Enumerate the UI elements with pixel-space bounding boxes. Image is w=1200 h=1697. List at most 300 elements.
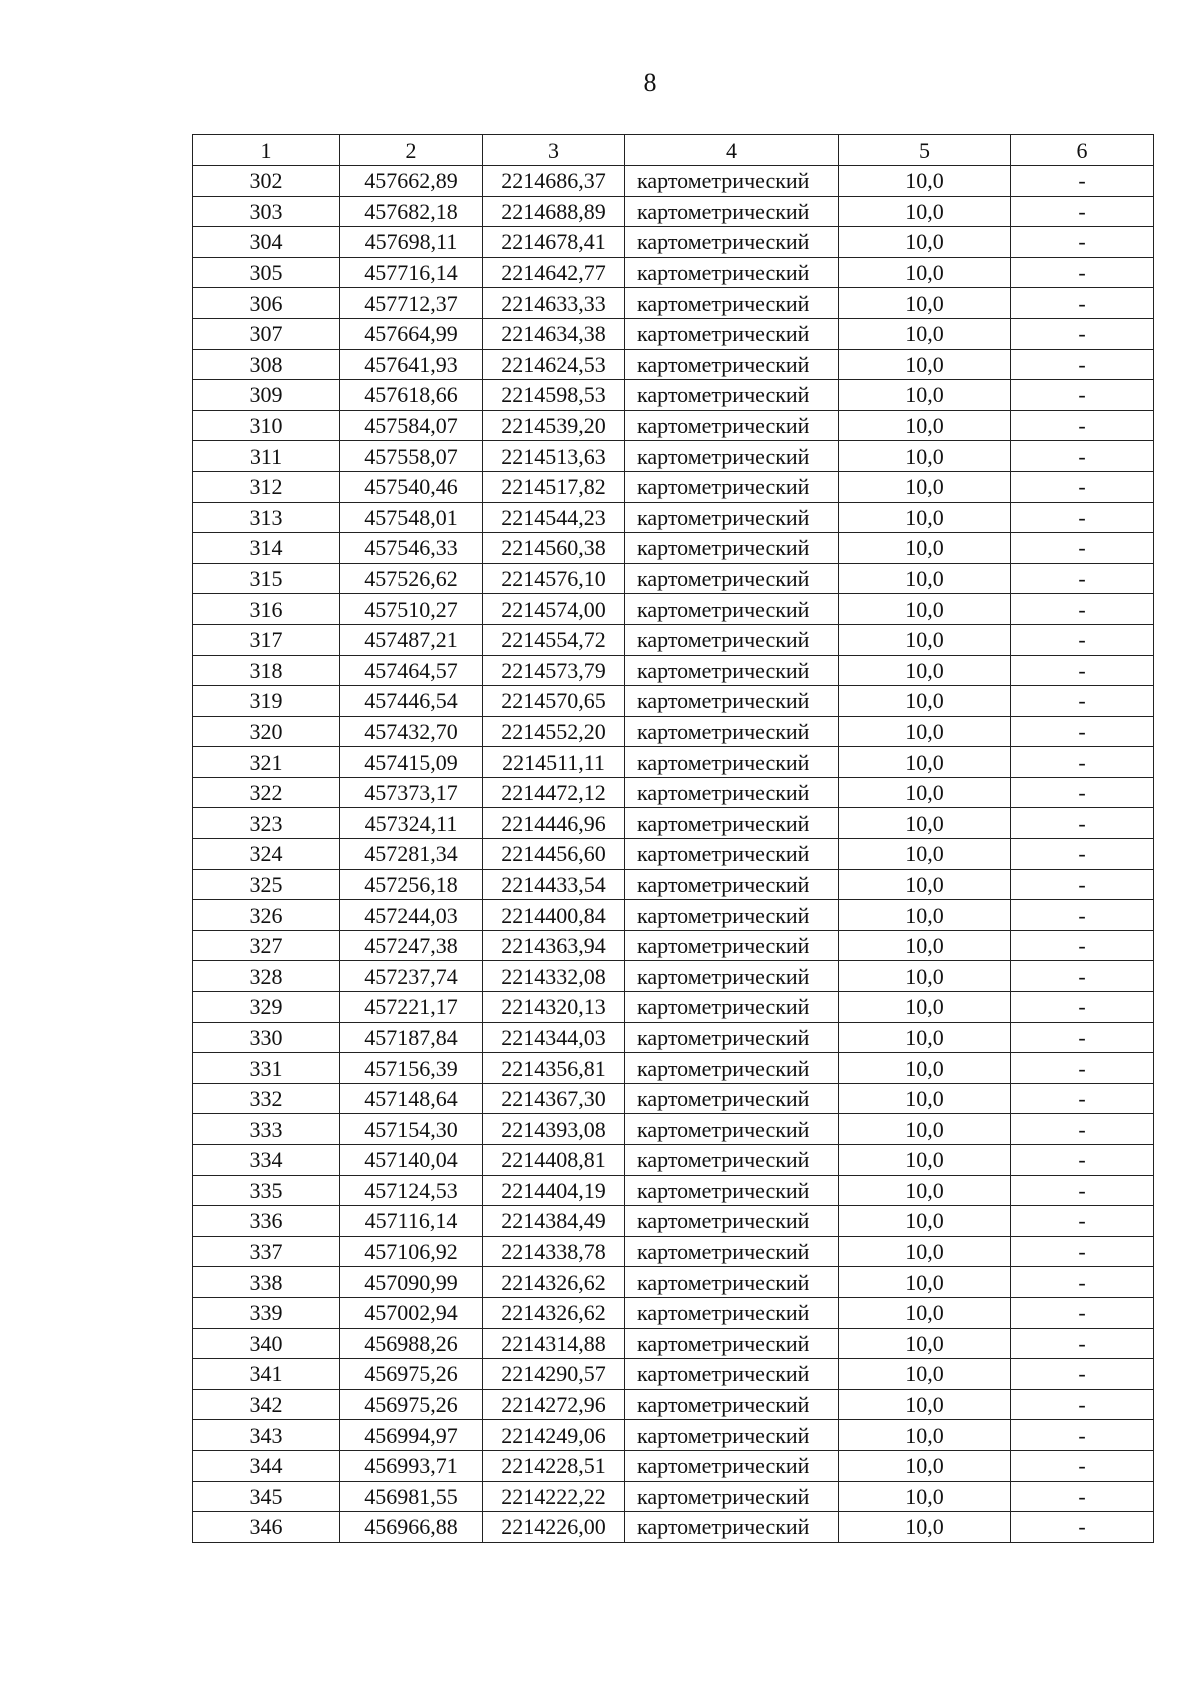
note-cell: - bbox=[1011, 227, 1154, 258]
y-coordinate-cell: 2214552,20 bbox=[483, 716, 625, 747]
y-coordinate-cell: 2214249,06 bbox=[483, 1420, 625, 1451]
y-coordinate-cell: 2214576,10 bbox=[483, 563, 625, 594]
note-cell: - bbox=[1011, 1267, 1154, 1298]
method-cell: картометрический bbox=[625, 1206, 839, 1237]
method-cell: картометрический bbox=[625, 471, 839, 502]
point-number-cell: 318 bbox=[193, 655, 340, 686]
point-number-cell: 305 bbox=[193, 257, 340, 288]
x-coordinate-cell: 456966,88 bbox=[340, 1512, 483, 1543]
note-cell: - bbox=[1011, 533, 1154, 564]
method-cell: картометрический bbox=[625, 1114, 839, 1145]
table-row bbox=[193, 777, 1154, 808]
point-number-cell: 346 bbox=[193, 1512, 340, 1543]
note-cell: - bbox=[1011, 563, 1154, 594]
table-row bbox=[193, 349, 1154, 380]
table-row bbox=[193, 869, 1154, 900]
accuracy-cell: 10,0 bbox=[839, 747, 1011, 778]
x-coordinate-cell: 457546,33 bbox=[340, 533, 483, 564]
method-cell: картометрический bbox=[625, 257, 839, 288]
point-number-cell: 311 bbox=[193, 441, 340, 472]
x-coordinate-cell: 457548,01 bbox=[340, 502, 483, 533]
method-cell: картометрический bbox=[625, 686, 839, 717]
table-row bbox=[193, 318, 1154, 349]
method-cell: картометрический bbox=[625, 1420, 839, 1451]
note-cell: - bbox=[1011, 1175, 1154, 1206]
note-cell: - bbox=[1011, 1145, 1154, 1176]
note-cell: - bbox=[1011, 839, 1154, 870]
note-cell: - bbox=[1011, 655, 1154, 686]
accuracy-cell: 10,0 bbox=[839, 1175, 1011, 1206]
method-cell: картометрический bbox=[625, 1359, 839, 1390]
accuracy-cell: 10,0 bbox=[839, 166, 1011, 197]
note-cell: - bbox=[1011, 349, 1154, 380]
y-coordinate-cell: 2214688,89 bbox=[483, 196, 625, 227]
point-number-cell: 302 bbox=[193, 166, 340, 197]
point-number-cell: 323 bbox=[193, 808, 340, 839]
x-coordinate-cell: 457154,30 bbox=[340, 1114, 483, 1145]
method-cell: картометрический bbox=[625, 1389, 839, 1420]
accuracy-cell: 10,0 bbox=[839, 1053, 1011, 1084]
note-cell: - bbox=[1011, 1328, 1154, 1359]
method-cell: картометрический bbox=[625, 441, 839, 472]
header-cell-5: 5 bbox=[839, 135, 1011, 166]
note-cell: - bbox=[1011, 1114, 1154, 1145]
note-cell: - bbox=[1011, 624, 1154, 655]
note-cell: - bbox=[1011, 777, 1154, 808]
y-coordinate-cell: 2214513,63 bbox=[483, 441, 625, 472]
x-coordinate-cell: 457324,11 bbox=[340, 808, 483, 839]
header-cell-2: 2 bbox=[340, 135, 483, 166]
accuracy-cell: 10,0 bbox=[839, 1450, 1011, 1481]
point-number-cell: 312 bbox=[193, 471, 340, 502]
method-cell: картометрический bbox=[625, 227, 839, 258]
table-row bbox=[193, 380, 1154, 411]
header-cell-3: 3 bbox=[483, 135, 625, 166]
method-cell: картометрический bbox=[625, 166, 839, 197]
method-cell: картометрический bbox=[625, 1145, 839, 1176]
accuracy-cell: 10,0 bbox=[839, 1114, 1011, 1145]
point-number-cell: 306 bbox=[193, 288, 340, 319]
point-number-cell: 337 bbox=[193, 1236, 340, 1267]
note-cell: - bbox=[1011, 747, 1154, 778]
x-coordinate-cell: 457487,21 bbox=[340, 624, 483, 655]
point-number-cell: 335 bbox=[193, 1175, 340, 1206]
note-cell: - bbox=[1011, 1053, 1154, 1084]
method-cell: картометрический bbox=[625, 1297, 839, 1328]
point-number-cell: 342 bbox=[193, 1389, 340, 1420]
method-cell: картометрический bbox=[625, 1022, 839, 1053]
table-row bbox=[193, 502, 1154, 533]
y-coordinate-cell: 2214554,72 bbox=[483, 624, 625, 655]
method-cell: картометрический bbox=[625, 992, 839, 1023]
accuracy-cell: 10,0 bbox=[839, 1236, 1011, 1267]
accuracy-cell: 10,0 bbox=[839, 1420, 1011, 1451]
note-cell: - bbox=[1011, 410, 1154, 441]
y-coordinate-cell: 2214363,94 bbox=[483, 930, 625, 961]
table-row bbox=[193, 594, 1154, 625]
x-coordinate-cell: 457618,66 bbox=[340, 380, 483, 411]
x-coordinate-cell: 457584,07 bbox=[340, 410, 483, 441]
x-coordinate-cell: 456975,26 bbox=[340, 1389, 483, 1420]
x-coordinate-cell: 457540,46 bbox=[340, 471, 483, 502]
method-cell: картометрический bbox=[625, 502, 839, 533]
point-number-cell: 316 bbox=[193, 594, 340, 625]
accuracy-cell: 10,0 bbox=[839, 502, 1011, 533]
x-coordinate-cell: 457446,54 bbox=[340, 686, 483, 717]
header-cell-6: 6 bbox=[1011, 135, 1154, 166]
y-coordinate-cell: 2214511,11 bbox=[483, 747, 625, 778]
accuracy-cell: 10,0 bbox=[839, 441, 1011, 472]
note-cell: - bbox=[1011, 502, 1154, 533]
table-row bbox=[193, 288, 1154, 319]
note-cell: - bbox=[1011, 686, 1154, 717]
table-row bbox=[193, 655, 1154, 686]
point-number-cell: 304 bbox=[193, 227, 340, 258]
table-row bbox=[193, 1053, 1154, 1084]
accuracy-cell: 10,0 bbox=[839, 716, 1011, 747]
x-coordinate-cell: 457281,34 bbox=[340, 839, 483, 870]
accuracy-cell: 10,0 bbox=[839, 1359, 1011, 1390]
accuracy-cell: 10,0 bbox=[839, 227, 1011, 258]
y-coordinate-cell: 2214356,81 bbox=[483, 1053, 625, 1084]
accuracy-cell: 10,0 bbox=[839, 1328, 1011, 1359]
note-cell: - bbox=[1011, 1450, 1154, 1481]
method-cell: картометрический bbox=[625, 961, 839, 992]
table-row bbox=[193, 992, 1154, 1023]
table-row bbox=[193, 441, 1154, 472]
y-coordinate-cell: 2214544,23 bbox=[483, 502, 625, 533]
method-cell: картометрический bbox=[625, 318, 839, 349]
x-coordinate-cell: 457247,38 bbox=[340, 930, 483, 961]
x-coordinate-cell: 457090,99 bbox=[340, 1267, 483, 1298]
table-row bbox=[193, 1328, 1154, 1359]
method-cell: картометрический bbox=[625, 1053, 839, 1084]
note-cell: - bbox=[1011, 1420, 1154, 1451]
method-cell: картометрический bbox=[625, 1267, 839, 1298]
x-coordinate-cell: 457664,99 bbox=[340, 318, 483, 349]
accuracy-cell: 10,0 bbox=[839, 257, 1011, 288]
note-cell: - bbox=[1011, 196, 1154, 227]
method-cell: картометрический bbox=[625, 839, 839, 870]
x-coordinate-cell: 457662,89 bbox=[340, 166, 483, 197]
y-coordinate-cell: 2214574,00 bbox=[483, 594, 625, 625]
note-cell: - bbox=[1011, 166, 1154, 197]
y-coordinate-cell: 2214314,88 bbox=[483, 1328, 625, 1359]
method-cell: картометрический bbox=[625, 1512, 839, 1543]
table-row bbox=[193, 533, 1154, 564]
note-cell: - bbox=[1011, 808, 1154, 839]
accuracy-cell: 10,0 bbox=[839, 961, 1011, 992]
accuracy-cell: 10,0 bbox=[839, 410, 1011, 441]
table-row bbox=[193, 1206, 1154, 1237]
x-coordinate-cell: 457237,74 bbox=[340, 961, 483, 992]
table-row bbox=[193, 1481, 1154, 1512]
y-coordinate-cell: 2214446,96 bbox=[483, 808, 625, 839]
y-coordinate-cell: 2214400,84 bbox=[483, 900, 625, 931]
point-number-cell: 339 bbox=[193, 1297, 340, 1328]
accuracy-cell: 10,0 bbox=[839, 930, 1011, 961]
point-number-cell: 307 bbox=[193, 318, 340, 349]
method-cell: картометрический bbox=[625, 1236, 839, 1267]
note-cell: - bbox=[1011, 318, 1154, 349]
table-row bbox=[193, 471, 1154, 502]
table-row bbox=[193, 410, 1154, 441]
method-cell: картометрический bbox=[625, 380, 839, 411]
y-coordinate-cell: 2214642,77 bbox=[483, 257, 625, 288]
table-row bbox=[193, 930, 1154, 961]
note-cell: - bbox=[1011, 992, 1154, 1023]
x-coordinate-cell: 456988,26 bbox=[340, 1328, 483, 1359]
x-coordinate-cell: 457641,93 bbox=[340, 349, 483, 380]
accuracy-cell: 10,0 bbox=[839, 900, 1011, 931]
table-header-row bbox=[193, 135, 1154, 166]
accuracy-cell: 10,0 bbox=[839, 563, 1011, 594]
y-coordinate-cell: 2214560,38 bbox=[483, 533, 625, 564]
y-coordinate-cell: 2214320,13 bbox=[483, 992, 625, 1023]
table-row bbox=[193, 686, 1154, 717]
method-cell: картометрический bbox=[625, 1175, 839, 1206]
x-coordinate-cell: 457187,84 bbox=[340, 1022, 483, 1053]
table-row bbox=[193, 1236, 1154, 1267]
method-cell: картометрический bbox=[625, 1083, 839, 1114]
x-coordinate-cell: 457464,57 bbox=[340, 655, 483, 686]
accuracy-cell: 10,0 bbox=[839, 1022, 1011, 1053]
y-coordinate-cell: 2214598,53 bbox=[483, 380, 625, 411]
table-row bbox=[193, 563, 1154, 594]
accuracy-cell: 10,0 bbox=[839, 288, 1011, 319]
y-coordinate-cell: 2214384,49 bbox=[483, 1206, 625, 1237]
accuracy-cell: 10,0 bbox=[839, 471, 1011, 502]
note-cell: - bbox=[1011, 930, 1154, 961]
point-number-cell: 315 bbox=[193, 563, 340, 594]
x-coordinate-cell: 457256,18 bbox=[340, 869, 483, 900]
accuracy-cell: 10,0 bbox=[839, 594, 1011, 625]
table-row bbox=[193, 839, 1154, 870]
accuracy-cell: 10,0 bbox=[839, 318, 1011, 349]
accuracy-cell: 10,0 bbox=[839, 380, 1011, 411]
x-coordinate-cell: 457510,27 bbox=[340, 594, 483, 625]
x-coordinate-cell: 457558,07 bbox=[340, 441, 483, 472]
accuracy-cell: 10,0 bbox=[839, 1083, 1011, 1114]
accuracy-cell: 10,0 bbox=[839, 839, 1011, 870]
x-coordinate-cell: 457716,14 bbox=[340, 257, 483, 288]
point-number-cell: 345 bbox=[193, 1481, 340, 1512]
coordinates-table bbox=[192, 134, 1154, 1543]
table-row bbox=[193, 166, 1154, 197]
y-coordinate-cell: 2214290,57 bbox=[483, 1359, 625, 1390]
note-cell: - bbox=[1011, 1389, 1154, 1420]
table-body bbox=[193, 135, 1154, 1543]
table-row bbox=[193, 716, 1154, 747]
note-cell: - bbox=[1011, 1236, 1154, 1267]
y-coordinate-cell: 2214408,81 bbox=[483, 1145, 625, 1176]
point-number-cell: 319 bbox=[193, 686, 340, 717]
point-number-cell: 326 bbox=[193, 900, 340, 931]
table-row bbox=[193, 257, 1154, 288]
accuracy-cell: 10,0 bbox=[839, 992, 1011, 1023]
note-cell: - bbox=[1011, 1512, 1154, 1543]
method-cell: картометрический bbox=[625, 716, 839, 747]
accuracy-cell: 10,0 bbox=[839, 1512, 1011, 1543]
note-cell: - bbox=[1011, 716, 1154, 747]
table-row bbox=[193, 624, 1154, 655]
note-cell: - bbox=[1011, 1297, 1154, 1328]
method-cell: картометрический bbox=[625, 930, 839, 961]
x-coordinate-cell: 457432,70 bbox=[340, 716, 483, 747]
point-number-cell: 310 bbox=[193, 410, 340, 441]
method-cell: картометрический bbox=[625, 655, 839, 686]
table-row bbox=[193, 227, 1154, 258]
table-row bbox=[193, 1022, 1154, 1053]
accuracy-cell: 10,0 bbox=[839, 869, 1011, 900]
point-number-cell: 321 bbox=[193, 747, 340, 778]
method-cell: картометрический bbox=[625, 808, 839, 839]
point-number-cell: 333 bbox=[193, 1114, 340, 1145]
note-cell: - bbox=[1011, 1359, 1154, 1390]
point-number-cell: 341 bbox=[193, 1359, 340, 1390]
note-cell: - bbox=[1011, 869, 1154, 900]
y-coordinate-cell: 2214393,08 bbox=[483, 1114, 625, 1145]
x-coordinate-cell: 457156,39 bbox=[340, 1053, 483, 1084]
y-coordinate-cell: 2214570,65 bbox=[483, 686, 625, 717]
point-number-cell: 313 bbox=[193, 502, 340, 533]
method-cell: картометрический bbox=[625, 747, 839, 778]
table-row bbox=[193, 1114, 1154, 1145]
page-number: 8 bbox=[643, 68, 657, 97]
y-coordinate-cell: 2214228,51 bbox=[483, 1450, 625, 1481]
y-coordinate-cell: 2214272,96 bbox=[483, 1389, 625, 1420]
method-cell: картометрический bbox=[625, 410, 839, 441]
accuracy-cell: 10,0 bbox=[839, 1267, 1011, 1298]
x-coordinate-cell: 456981,55 bbox=[340, 1481, 483, 1512]
point-number-cell: 329 bbox=[193, 992, 340, 1023]
method-cell: картометрический bbox=[625, 288, 839, 319]
table-row bbox=[193, 1297, 1154, 1328]
y-coordinate-cell: 2214573,79 bbox=[483, 655, 625, 686]
method-cell: картометрический bbox=[625, 594, 839, 625]
accuracy-cell: 10,0 bbox=[839, 655, 1011, 686]
accuracy-cell: 10,0 bbox=[839, 533, 1011, 564]
x-coordinate-cell: 457106,92 bbox=[340, 1236, 483, 1267]
method-cell: картометрический bbox=[625, 196, 839, 227]
y-coordinate-cell: 2214404,19 bbox=[483, 1175, 625, 1206]
table-row bbox=[193, 1512, 1154, 1543]
note-cell: - bbox=[1011, 288, 1154, 319]
accuracy-cell: 10,0 bbox=[839, 1145, 1011, 1176]
point-number-cell: 320 bbox=[193, 716, 340, 747]
point-number-cell: 325 bbox=[193, 869, 340, 900]
note-cell: - bbox=[1011, 471, 1154, 502]
x-coordinate-cell: 457712,37 bbox=[340, 288, 483, 319]
method-cell: картометрический bbox=[625, 1450, 839, 1481]
table-row bbox=[193, 1420, 1154, 1451]
x-coordinate-cell: 457221,17 bbox=[340, 992, 483, 1023]
x-coordinate-cell: 457124,53 bbox=[340, 1175, 483, 1206]
table-row bbox=[193, 808, 1154, 839]
y-coordinate-cell: 2214624,53 bbox=[483, 349, 625, 380]
point-number-cell: 343 bbox=[193, 1420, 340, 1451]
method-cell: картометрический bbox=[625, 1328, 839, 1359]
point-number-cell: 327 bbox=[193, 930, 340, 961]
note-cell: - bbox=[1011, 1022, 1154, 1053]
x-coordinate-cell: 457698,11 bbox=[340, 227, 483, 258]
x-coordinate-cell: 456975,26 bbox=[340, 1359, 483, 1390]
point-number-cell: 317 bbox=[193, 624, 340, 655]
x-coordinate-cell: 457244,03 bbox=[340, 900, 483, 931]
point-number-cell: 322 bbox=[193, 777, 340, 808]
y-coordinate-cell: 2214326,62 bbox=[483, 1267, 625, 1298]
note-cell: - bbox=[1011, 961, 1154, 992]
accuracy-cell: 10,0 bbox=[839, 686, 1011, 717]
point-number-cell: 309 bbox=[193, 380, 340, 411]
y-coordinate-cell: 2214367,30 bbox=[483, 1083, 625, 1114]
accuracy-cell: 10,0 bbox=[839, 1297, 1011, 1328]
note-cell: - bbox=[1011, 1083, 1154, 1114]
point-number-cell: 334 bbox=[193, 1145, 340, 1176]
x-coordinate-cell: 457148,64 bbox=[340, 1083, 483, 1114]
point-number-cell: 324 bbox=[193, 839, 340, 870]
table-row bbox=[193, 961, 1154, 992]
y-coordinate-cell: 2214332,08 bbox=[483, 961, 625, 992]
table-row bbox=[193, 900, 1154, 931]
point-number-cell: 344 bbox=[193, 1450, 340, 1481]
method-cell: картометрический bbox=[625, 777, 839, 808]
note-cell: - bbox=[1011, 380, 1154, 411]
x-coordinate-cell: 457415,09 bbox=[340, 747, 483, 778]
table-row bbox=[193, 1175, 1154, 1206]
x-coordinate-cell: 457140,04 bbox=[340, 1145, 483, 1176]
point-number-cell: 303 bbox=[193, 196, 340, 227]
y-coordinate-cell: 2214456,60 bbox=[483, 839, 625, 870]
accuracy-cell: 10,0 bbox=[839, 1481, 1011, 1512]
y-coordinate-cell: 2214222,22 bbox=[483, 1481, 625, 1512]
note-cell: - bbox=[1011, 441, 1154, 472]
method-cell: картометрический bbox=[625, 563, 839, 594]
header-cell-4: 4 bbox=[625, 135, 839, 166]
x-coordinate-cell: 457116,14 bbox=[340, 1206, 483, 1237]
accuracy-cell: 10,0 bbox=[839, 624, 1011, 655]
note-cell: - bbox=[1011, 1206, 1154, 1237]
accuracy-cell: 10,0 bbox=[839, 1389, 1011, 1420]
x-coordinate-cell: 456994,97 bbox=[340, 1420, 483, 1451]
header-cell-1: 1 bbox=[193, 135, 340, 166]
x-coordinate-cell: 457002,94 bbox=[340, 1297, 483, 1328]
accuracy-cell: 10,0 bbox=[839, 777, 1011, 808]
x-coordinate-cell: 457526,62 bbox=[340, 563, 483, 594]
table-row bbox=[193, 1359, 1154, 1390]
y-coordinate-cell: 2214539,20 bbox=[483, 410, 625, 441]
point-number-cell: 340 bbox=[193, 1328, 340, 1359]
point-number-cell: 336 bbox=[193, 1206, 340, 1237]
accuracy-cell: 10,0 bbox=[839, 349, 1011, 380]
accuracy-cell: 10,0 bbox=[839, 1206, 1011, 1237]
method-cell: картометрический bbox=[625, 624, 839, 655]
method-cell: картометрический bbox=[625, 869, 839, 900]
point-number-cell: 332 bbox=[193, 1083, 340, 1114]
table-row bbox=[193, 747, 1154, 778]
y-coordinate-cell: 2214472,12 bbox=[483, 777, 625, 808]
method-cell: картометрический bbox=[625, 900, 839, 931]
point-number-cell: 308 bbox=[193, 349, 340, 380]
y-coordinate-cell: 2214226,00 bbox=[483, 1512, 625, 1543]
method-cell: картометрический bbox=[625, 533, 839, 564]
note-cell: - bbox=[1011, 594, 1154, 625]
y-coordinate-cell: 2214338,78 bbox=[483, 1236, 625, 1267]
note-cell: - bbox=[1011, 900, 1154, 931]
x-coordinate-cell: 457682,18 bbox=[340, 196, 483, 227]
table-row bbox=[193, 1267, 1154, 1298]
x-coordinate-cell: 457373,17 bbox=[340, 777, 483, 808]
